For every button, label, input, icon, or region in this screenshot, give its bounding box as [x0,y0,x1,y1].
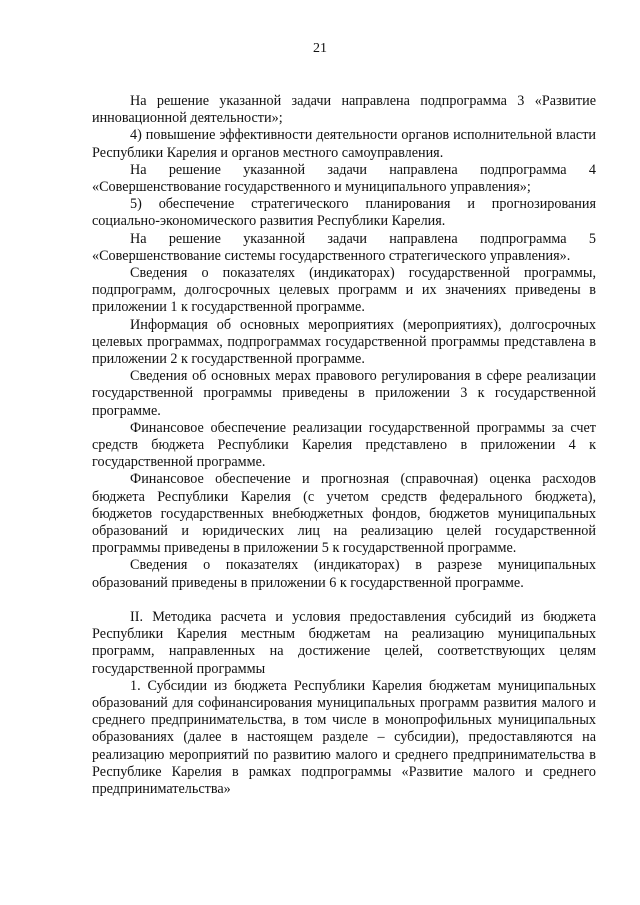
paragraph: Сведения о показателях (индикаторах) государственной программы, подпрограмм, долгосрочных целевых программ и их значениях приведены в приложении 1 к государственной программе. [92,265,596,316]
paragraph: Сведения об основных мерах правового регулирования в сфере реализации государственной программы приведены в приложении 3 к государственной программе. [92,368,596,419]
paragraph: На решение указанной задачи направлена подпрограмма 3 «Развитие инновационной деятельности»; [92,93,596,127]
paragraph: Финансовое обеспечение и прогнозная (справочная) оценка расходов бюджета Республики Карелия (с учетом средств федерального бюджета), бюджетов государственных внебюджетных фондов, бюджетов муниципальных образований и юридических лиц на реализацию целей государственной программы приведены в приложении 5 к государственной программе. [92,471,596,557]
paragraph: Финансовое обеспечение реализации государственной программы за счет средств бюджета Республики Карелия представлено в приложении 4 к государственной программе. [92,419,596,471]
section-heading: II. Методика расчета и условия предоставления субсидий из бюджета Республики Карелия местным бюджетам на реализацию муниципальных программ, направленных на достижение целей, соответствующих целям государственной программы [92,608,596,677]
paragraph: На решение указанной задачи направлена подпрограмма 4 «Совершенствование государственного и муниципального управления»; [92,161,596,196]
page-number: 21 [313,41,327,56]
paragraph: На решение указанной задачи направлена подпрограмма 5 «Совершенствование системы государственного стратегического управления». [92,230,596,264]
paragraph: 5) обеспечение стратегического планирования и прогнозирования социально-экономического развития Республики Карелия. [92,196,596,230]
paragraph: Информация об основных мероприятиях (мероприятиях), долгосрочных целевых программах, подпрограммах государственной программы представлена в приложении 2 к государственной программе. [92,316,596,368]
paragraph: 4) повышение эффективности деятельности органов исполнительной власти Республики Карелия и органов местного самоуправления. [92,127,596,161]
paragraph: 1. Субсидии из бюджета Республики Карелия бюджетам муниципальных образований для софинансирования муниципальных программ развития малого и среднего предпринимательства, в том числе в монопрофильных муниципальных образованиях (далее в настоящем разделе – субсидии), предоставляются на реализацию мероприятий по развитию малого и среднего предпринимательства в Республике Карелия в рамках подпрограммы «Развитие малого и среднего предпринимательства» [92,677,596,797]
document-body [92,93,596,798]
paragraph: Сведения о показателях (индикаторах) в разрезе муниципальных образований приведены в приложении 6 к государственной программе. [92,557,596,591]
